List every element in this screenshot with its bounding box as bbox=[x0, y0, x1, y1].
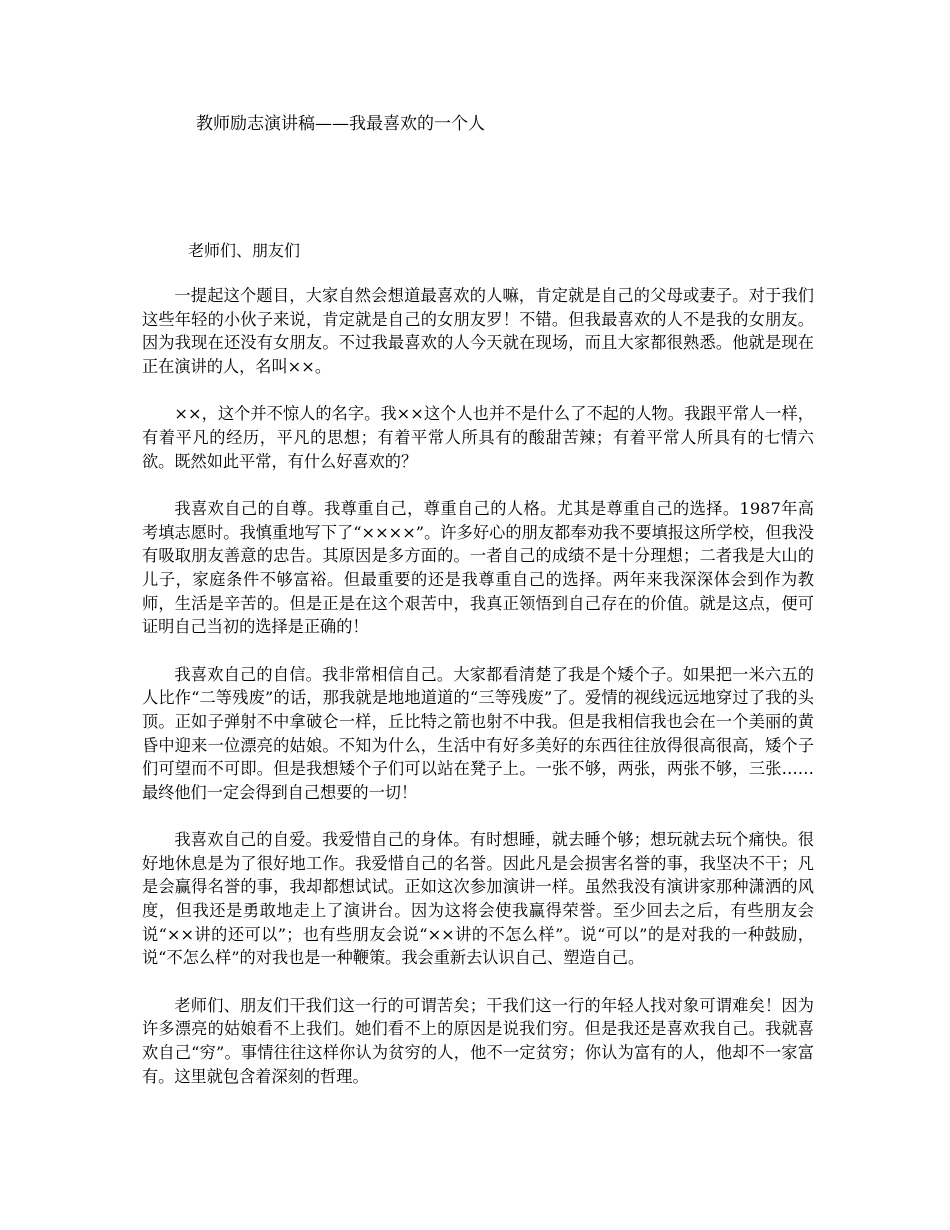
paragraph-6: 老师们、朋友们干我们这一行的可谓苦矣；干我们这一行的年轻人找对象可谓难矣！因为许多漂亮的姑娘看不上我们。她们看不上的原因是说我们穷。但是我还是喜欢我自己。我就喜欢自己“穷”。事情往往这样你认为贫穷的人，他不一定贫穷；你认为富有的人，他却不一家富有。这里就包含着深刻的哲理。 bbox=[142, 995, 814, 1086]
paragraph-5: 我喜欢自己的自爱。我爱惜自己的身体。有时想睡，就去睡个够；想玩就去玩个痛快。很好地休息是为了很好地工作。我爱惜自己的名誉。因此凡是会损害名誉的事，我坚决不干；凡是会赢得名誉的事，我却都想试试。正如这次参加演讲一样。虽然我没有演讲家那种潇洒的风度，但我还是勇敢地走上了演讲台。因为这将会使我赢得荣誉。至少回去之后，有些朋友会说“××讲的还可以”；也有些朋友会说“××讲的不怎么样”。说“可以”的是对我的一种鼓励，说“不怎么样”的对我也是一种鞭策。我会重新去认识自己、塑造自己。 bbox=[142, 830, 814, 968]
paragraph-2: ××，这个并不惊人的名字。我××这个人也并不是什么了不起的人物。我跟平常人一样，有着平凡的经历，平凡的思想；有着平常人所具有的酸甜苦辣；有着平常人所具有的七情六欲。既然如此平常，有什么好喜欢的？ bbox=[142, 404, 814, 471]
document-title: 教师励志演讲稿——我最喜欢的一个人 bbox=[196, 114, 485, 134]
greeting: 老师们、朋友们 bbox=[188, 241, 301, 260]
paragraph-4: 我喜欢自己的自信。我非常相信自己。大家都看清楚了我是个矮个子。如果把一米六五的人比作“二等残废”的话，那我就是地地道道的“三等残废”了。爱情的视线远远地穿过了我的头顶。正如子弹射不中拿破仑一样，丘比特之箭也射不中我。但是我相信我也会在一个美丽的黄昏中迎来一位漂亮的姑娘。不知为什么，生活中有好多美好的东西往往放得很高很高，矮个子们可望而不可即。但是我想矮个子们可以站在凳子上。一张不够，两张，两张不够，三张……最终他们一定会得到自己想要的一切！ bbox=[142, 664, 814, 802]
paragraph-3: 我喜欢自己的自尊。我尊重自己，尊重自己的人格。尤其是尊重自己的选择。1987年高考填志愿时。我慎重地写下了“××××”。许多好心的朋友都奉劝我不要填报这所学校，但我没有吸取朋友善意的忠告。其原因是多方面的。一者自己的成绩不是十分理想；二者我是大山的儿子，家庭条件不够富裕。但最重要的还是我尊重自己的选择。两年来我深深体会到作为教师，生活是辛苦的。但是正是在这个艰苦中，我真正领悟到自己存在的价值。就是这点，便可证明自己当初的选择是正确的！ bbox=[142, 499, 814, 637]
document-body bbox=[142, 284, 814, 1112]
paragraph-1: 一提起这个题目，大家自然会想道最喜欢的人嘛，肯定就是自己的父母或妻子。对于我们这些年轻的小伙子来说，肯定就是自己的女朋友罗！不错。但我最喜欢的人不是我的女朋友。因为我现在还没有女朋友。不过我最喜欢的人今天就在现场，而且大家都很熟悉。他就是现在正在演讲的人，名叫××。 bbox=[142, 286, 814, 376]
